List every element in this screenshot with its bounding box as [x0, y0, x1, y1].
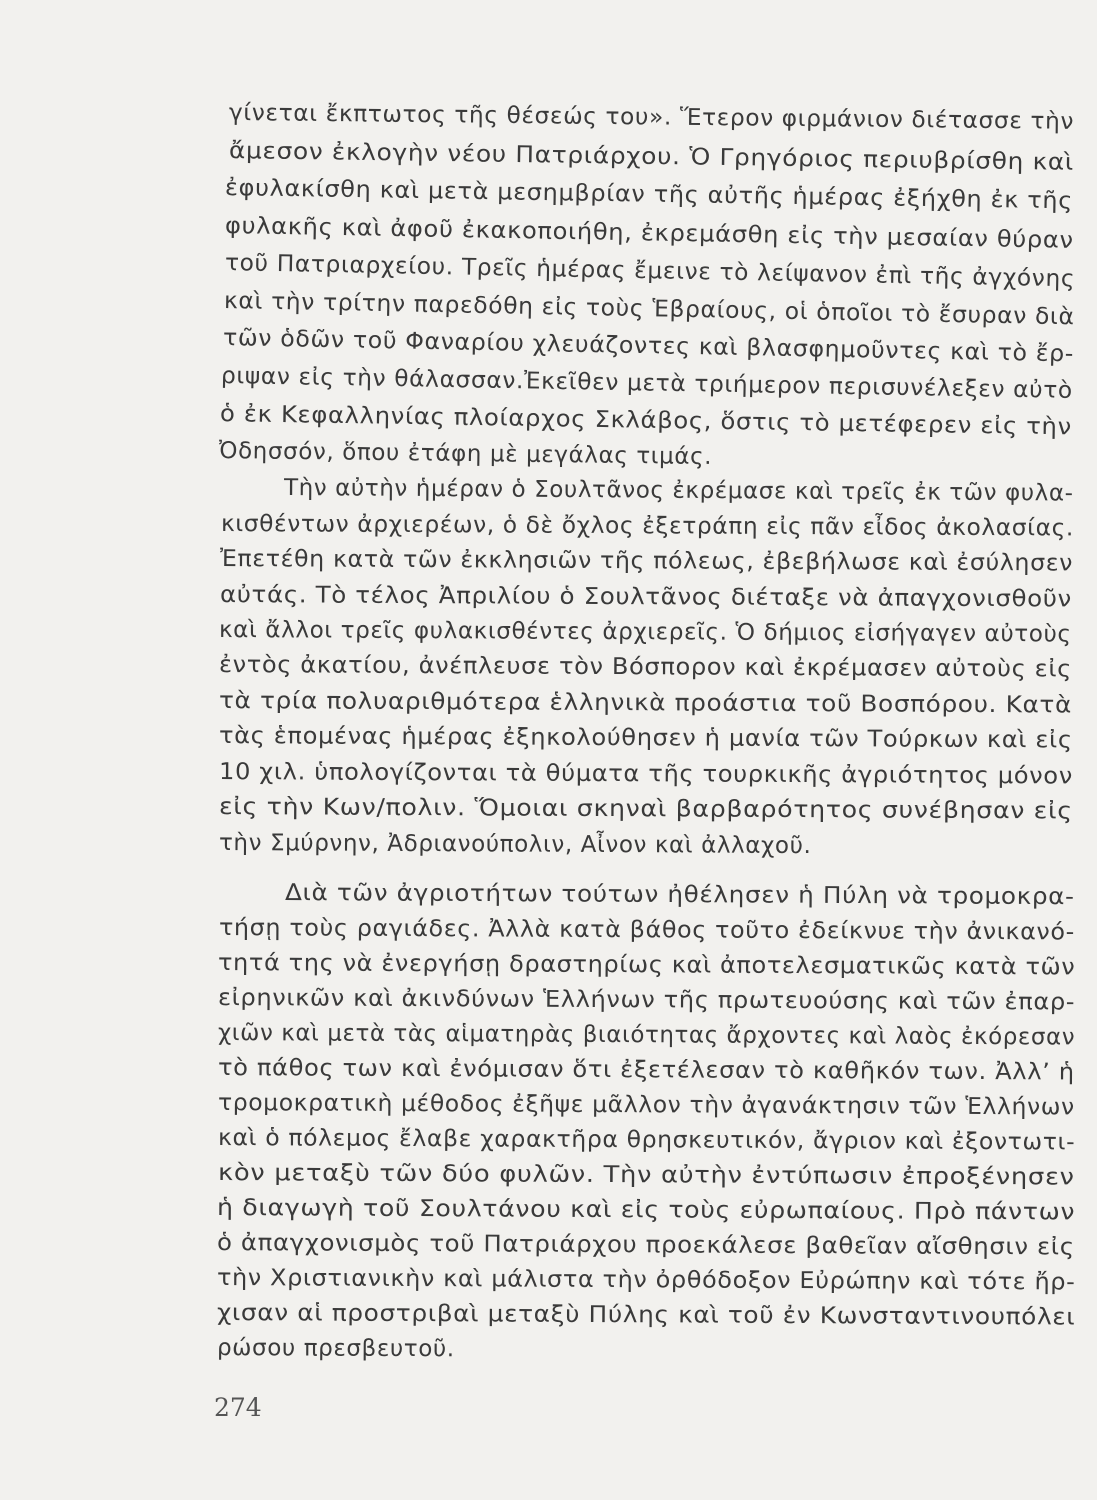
text-line: καὶ τὴν τρίτην παρεδόθη εἰς τοὺς Ἑβραίους, οἱ ὁποῖοι τὸ ἔσυραν διὰ: [223, 288, 1075, 331]
text-line: Ἐπετέθη κατὰ τῶν ἐκκλησιῶν τῆς πόλεως, ἐβεβήλωσε καὶ ἐσύλησεν: [219, 546, 1074, 577]
text-line: τὴν Χριστιανικὴν καὶ μάλιστα τὴν ὀρθόδοξον Εὐρώπην καὶ τότε ἤρ-: [216, 1265, 1076, 1296]
text-line: τρομοκρατικὴ μέθοδος ἐξῆψε μᾶλλον τὴν ἀγανάκτησιν τῶν Ἑλλήνων: [217, 1090, 1075, 1121]
text-line: ὁ ἀπαγχονισμὸς τοῦ Πατριάρχου προεκάλεσε βαθεῖαν αἴσθησιν εἰς: [216, 1230, 1075, 1261]
text-line: τὰς ἑπομένας ἡμέρας ἐξηκολούθησεν ἡ μανία τῶν Τούρκων καὶ εἰς: [218, 723, 1073, 754]
text-line: Διὰ τῶν ἀγριοτήτων τούτων ἠθέλησεν ἡ Πύλη νὰ τρομοκρα-: [284, 880, 1075, 911]
text-line: γίνεται ἔκπτωτος τῆς θέσεώς του». Ἕτερον φιρμάνιον διέτασσε τὴν: [228, 100, 1075, 135]
text-line: τήσῃ τοὺς ραγιάδες. Ἀλλὰ κατὰ βάθος τοῦτο ἐδείκνυε τὴν ἀνικανό-: [218, 915, 1075, 946]
text-line: ἄμεσον ἐκλογὴν νέου Πατριάρχου. Ὁ Γρηγόριος περιυβρίσθη καὶ: [228, 138, 1075, 176]
text-line: ἐφυλακίσθη καὶ μετὰ μεσημβρίαν τῆς αὐτῆς ἡμέρας ἐξήχθη ἐκ τῆς: [224, 175, 1074, 215]
text-line: ἡ διαγωγὴ τοῦ Σουλτάνου καὶ εἰς τοὺς εὐρωπαίους. Πρὸ πάντων: [216, 1195, 1076, 1226]
text-line: ρώσου πρεσβευτοῦ.: [216, 1335, 455, 1363]
text-line: καὶ ἄλλοι τρεῖς φυλακισθέντες ἀρχιερεῖς. Ὁ δήμιος εἰσήγαγεν αὐτοὺς: [218, 617, 1072, 648]
text-line: ὁ ἐκ Κεφαλληνίας πλοίαρχος Σκλάβος, ὅστις τὸ μετέφερεν εἰς τὴν: [219, 401, 1072, 441]
text-line: αὐτάς. Τὸ τέλος Ἀπριλίου ὁ Σουλτᾶνος διέταξε νὰ ἀπαγχονισθοῦν: [219, 582, 1072, 613]
text-line: κισθέντων ἀρχιερέων, ὁ δὲ ὄχλος ἐξετράπη εἰς πᾶν εἶδος ἀκολασίας.: [220, 511, 1074, 542]
text-line: 10 χιλ. ὑπολογίζονται τὰ θύματα τῆς τουρκικῆς ἀγριότητος μόνον: [218, 759, 1073, 790]
text-line: ριψαν εἰς τὴν θάλασσαν.Ἐκεῖθεν μετὰ τριήμερον περισυνέλεξεν αὐτὸ: [220, 363, 1074, 404]
text-line: φυλακῆς καὶ ἀφοῦ ἐκακοποιήθη, ἐκρεμάσθη εἰς τὴν μεσαίαν θύραν: [224, 213, 1074, 254]
text-line: τῶν ὁδῶν τοῦ Φαναρίου χλευάζοντες καὶ βλασφημοῦντες καὶ τὸ ἔρ-: [222, 325, 1075, 368]
text-line: τητά της νὰ ἐνεργήσῃ δραστηρίως καὶ ἀποτελεσματικῶς κατὰ τῶν: [217, 950, 1076, 981]
text-line: Ὀδησσόν, ὅπου ἐτάφη μὲ μεγάλας τιμάς.: [218, 438, 713, 471]
text-line: κὸν μεταξὺ τῶν δύο φυλῶν. Τὴν αὐτὴν ἐντύπωσιν ἐπροξένησεν: [217, 1160, 1075, 1191]
text-line: χιῶν καὶ μετὰ τὰς αἱματηρὰς βιαιότητας ἄρχοντες καὶ λαὸς ἐκόρεσαν: [217, 1020, 1076, 1051]
text-line: τὰ τρία πολυαριθμότερα ἑλληνικὰ προάστια τοῦ Βοσπόρου. Κατὰ: [218, 688, 1073, 719]
text-line: Τὴν αὐτὴν ἡμέραν ὁ Σουλτᾶνος ἐκρέμασε καὶ τρεῖς ἐκ τῶν φυλα-: [283, 475, 1074, 507]
page-number: 274: [214, 1393, 262, 1422]
text-line: εἰρηνικῶν καὶ ἀκινδύνων Ἑλλήνων τῆς πρωτευούσης καὶ τῶν ἐπαρ-: [217, 985, 1076, 1016]
text-line: τὴν Σμύρνην, Ἀδριανούπολιν, Αἶνον καὶ ἀλλαχοῦ.: [218, 830, 812, 860]
text-line: καὶ ὁ πόλεμος ἔλαβε χαρακτῆρα θρησκευτικόν, ἄγριον καὶ ἐξοντωτι-: [217, 1125, 1076, 1156]
text-line: τοῦ Πατριαρχείου. Τρεῖς ἡμέρας ἔμεινε τὸ λείψανον ἐπὶ τῆς ἀγχόνης: [224, 250, 1076, 293]
text-line: χισαν αἱ προστριβαὶ μεταξὺ Πύλης καὶ τοῦ ἐν Κωνσταντινουπόλει: [216, 1300, 1076, 1331]
text-line: ἐντὸς ἀκατίου, ἀνέπλευσε τὸν Βόσπορον καὶ ἐκρέμασεν αὐτοὺς εἰς: [218, 652, 1072, 683]
text-line: τὸ πάθος των καὶ ἐνόμισαν ὅτι ἐξετέλεσαν τὸ καθῆκόν των. Ἀλλ’ ἡ: [217, 1055, 1075, 1086]
text-line: εἰς τὴν Κων/πολιν. Ὅμοιαι σκηναὶ βαρβαρότητος συνέβησαν εἰς: [218, 794, 1073, 825]
